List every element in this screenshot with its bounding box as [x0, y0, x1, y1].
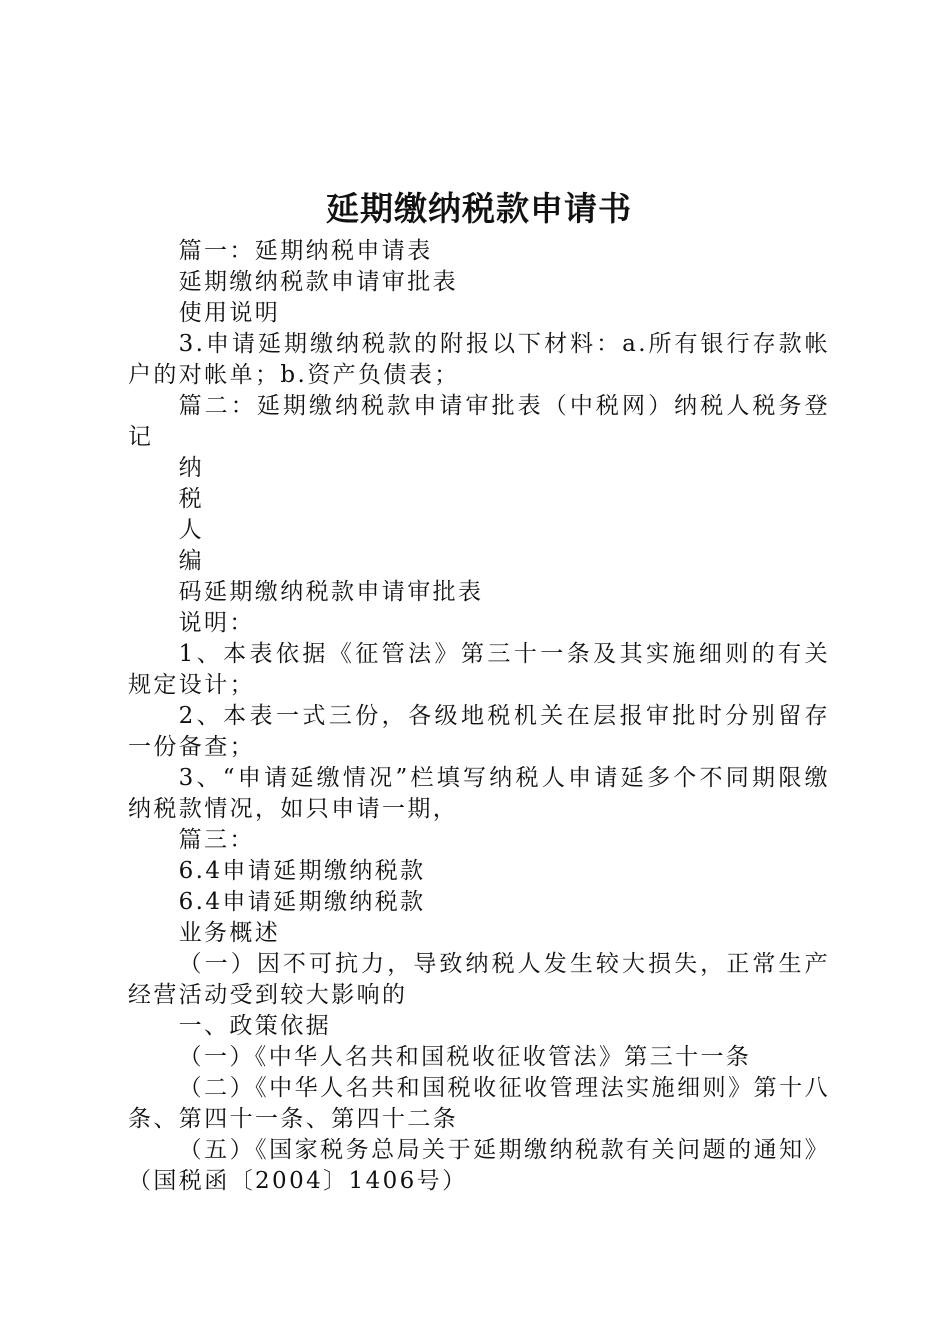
document-body [128, 236, 830, 1197]
paragraph: 3.申请延期缴纳税款的附报以下材料：a.所有银行存款帐户的对帐单；b.资产负债表； [128, 331, 830, 388]
paragraph: 6.4申请延期缴纳税款 [178, 858, 426, 884]
paragraph: 人 [178, 517, 204, 543]
paragraph: 纳 [178, 455, 204, 481]
paragraph: 篇三： [178, 827, 255, 853]
paragraph: 码延期缴纳税款申请审批表 [178, 579, 484, 605]
paragraph: 2、本表一式三份，各级地税机关在层报审批时分别留存一份备查； [128, 703, 830, 760]
paragraph: 篇一：延期纳税申请表 [178, 238, 433, 264]
paragraph: 篇二：延期缴纳税款申请审批表（中税网）纳税人税务登记 [128, 393, 830, 450]
paragraph: 6.4申请延期缴纳税款 [178, 889, 426, 915]
document-title: 延期缴纳税款申请书 [326, 189, 632, 228]
paragraph: 税 [178, 486, 204, 512]
paragraph: （一）因不可抗力，导致纳税人发生较大损失，正常生产经营活动受到较大影响的 [128, 951, 830, 1008]
paragraph: 说明： [178, 610, 255, 636]
paragraph: （五）《国家税务总局关于延期缴纳税款有关问题的通知》（国税函〔2004〕1406号） [128, 1137, 830, 1194]
paragraph: （一）《中华人名共和国税收征收管法》第三十一条 [178, 1044, 752, 1070]
paragraph: 业务概述 [178, 920, 281, 946]
paragraph: （二）《中华人名共和国税收征收管理法实施细则》第十八条、第四十一条、第四十二条 [128, 1075, 830, 1132]
paragraph: 一、政策依据 [178, 1013, 331, 1039]
paragraph: 编 [178, 548, 204, 574]
paragraph: 3、“申请延缴情况”栏填写纳税人申请延多个不同期限缴纳税款情况，如只申请一期， [128, 765, 830, 822]
paragraph: 使用说明 [178, 300, 281, 326]
paragraph: 延期缴纳税款申请审批表 [178, 269, 458, 295]
paragraph: 1、本表依据《征管法》第三十一条及其实施细则的有关规定设计； [128, 641, 830, 698]
